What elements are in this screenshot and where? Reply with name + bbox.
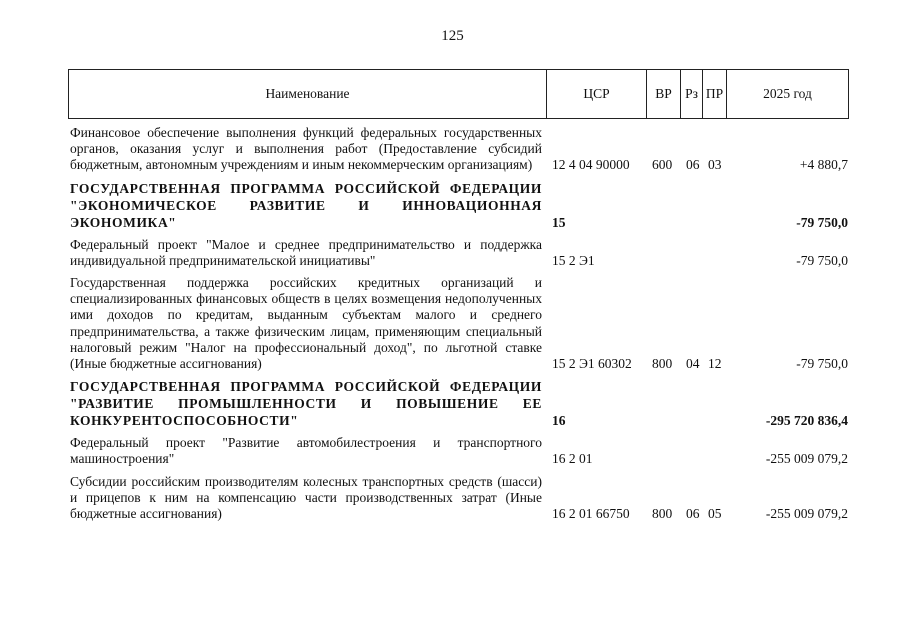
row-sum: -295 720 836,4 — [765, 413, 848, 429]
row-name: Субсидии российским производителям колесных транспортных средств (шасси) и прицепов к ним на компенсацию части производственных затрат (Иные бюджетные ассигнования) — [70, 473, 542, 522]
row-name: Государственная поддержка российских кредитных организаций и специализированных финансовых обществ в целях возмещения недополученных ими доходов по кредитам, выданным субъектам малого и среднего предпринимательства, а также физическим лицам, применяющим специальный налоговый режим "Налог на профессиональный доход", по льготной ставке (Иные бюджетные ассигнования) — [70, 275, 542, 372]
row-csr: 15 — [552, 214, 566, 230]
row-vr: 600 — [652, 157, 673, 173]
row-pr: 12 — [708, 356, 722, 372]
table-row — [70, 275, 850, 372]
header-name: Наименование — [69, 70, 547, 119]
row-sum: -79 750,0 — [796, 252, 848, 268]
table-row-program — [70, 378, 850, 429]
table-row — [70, 237, 850, 269]
row-pr: 03 — [708, 157, 722, 173]
row-csr: 12 4 04 90000 — [552, 157, 630, 173]
row-rz: 04 — [686, 356, 700, 372]
row-vr: 800 — [652, 506, 673, 522]
row-rz: 06 — [686, 157, 700, 173]
header-vr: ВР — [647, 70, 681, 119]
row-name: Федеральный проект "Малое и среднее предпринимательство и поддержка индивидуальной предпринимательской инициативы" — [70, 236, 542, 268]
row-name: Финансовое обеспечение выполнения функций федеральных государственных органов, оказания услуг и выполнения работ (Предоставление субсидий бюджетным, автономным учреждениям и иным некоммерческим организациям) — [70, 125, 542, 173]
row-name: ГОСУДАРСТВЕННАЯ ПРОГРАММА РОССИЙСКОЙ ФЕДЕРАЦИИ "ЭКОНОМИЧЕСКОЕ РАЗВИТИЕ И ИННОВАЦИОННАЯ ЭКОНОМИКА" — [70, 180, 542, 230]
row-csr: 16 2 01 66750 — [552, 506, 630, 522]
table-body — [70, 125, 850, 528]
table-row — [70, 125, 850, 174]
table-row — [70, 435, 850, 467]
row-sum: -79 750,0 — [796, 356, 848, 372]
row-vr: 800 — [652, 356, 673, 372]
row-csr: 15 2 Э1 60302 — [552, 356, 632, 372]
header-rz: Рз — [681, 70, 703, 119]
page-number: 125 — [441, 28, 464, 44]
row-name: Федеральный проект "Развитие автомобилестроения и транспортного машиностроения" — [70, 435, 542, 467]
table-row-program — [70, 180, 850, 231]
table-header — [68, 69, 849, 119]
row-sum: -255 009 079,2 — [765, 451, 848, 467]
row-sum: +4 880,7 — [799, 157, 848, 173]
row-pr: 05 — [708, 506, 722, 522]
row-csr: 15 2 Э1 — [552, 252, 595, 268]
row-csr: 16 — [552, 413, 566, 429]
row-rz: 06 — [686, 506, 700, 522]
header-pr: ПР — [703, 70, 727, 119]
header-csr: ЦСР — [547, 70, 647, 119]
table-row — [70, 474, 850, 523]
row-sum: -79 750,0 — [796, 214, 848, 230]
row-sum: -255 009 079,2 — [765, 506, 848, 522]
row-csr: 16 2 01 — [552, 451, 593, 467]
row-name: ГОСУДАРСТВЕННАЯ ПРОГРАММА РОССИЙСКОЙ ФЕДЕРАЦИИ "РАЗВИТИЕ ПРОМЫШЛЕННОСТИ И ПОВЫШЕНИЕ ЕЕ КОНКУРЕНТОСПОСОБНОСТИ" — [70, 379, 542, 429]
header-year: 2025 год — [727, 70, 849, 119]
